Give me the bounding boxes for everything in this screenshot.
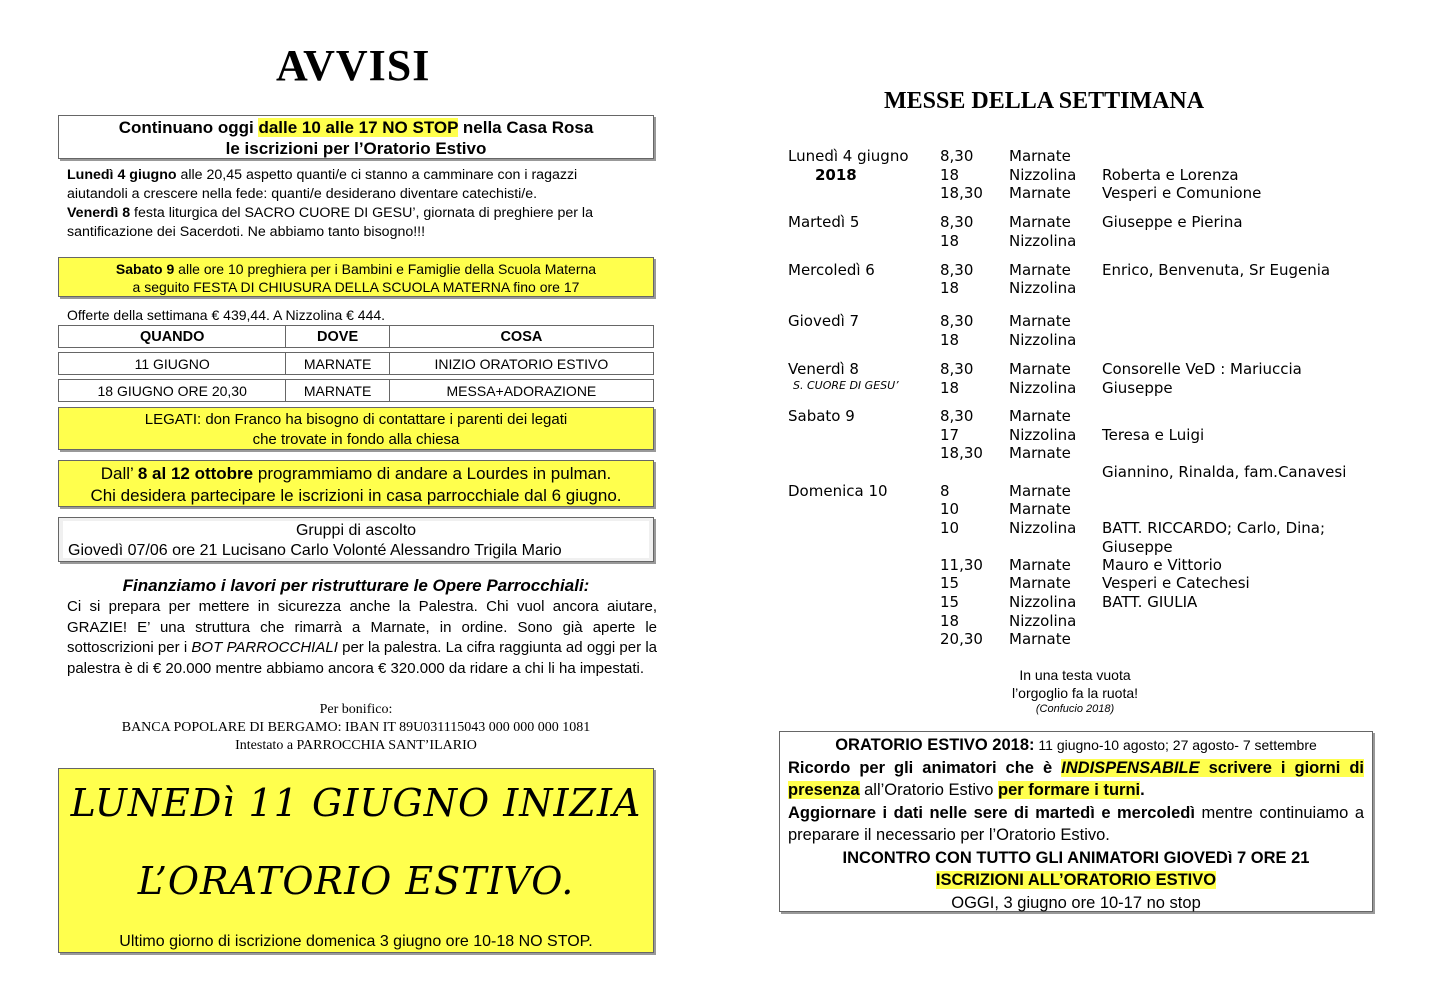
mass-time: 10	[940, 500, 960, 518]
header-quando: QUANDO	[59, 326, 286, 348]
events-table	[58, 325, 654, 402]
mass-time: 18	[940, 379, 960, 397]
mass-intention: Mauro e Vittorio	[1102, 556, 1222, 574]
mass-time: 15	[940, 574, 960, 592]
mass-place: Nizzolina	[1009, 519, 1077, 537]
mass-time: 18	[940, 612, 960, 630]
mass-intention: Vesperi e Catechesi	[1102, 574, 1250, 592]
mass-place: Marnate	[1009, 312, 1071, 330]
mass-day: 2018	[815, 166, 857, 184]
mass-intention: Giuseppe	[1102, 379, 1173, 397]
mass-place: Nizzolina	[1009, 593, 1077, 611]
mass-place: Marnate	[1009, 360, 1071, 378]
legati-box: LEGATI: don Franco ha bisogno di contattare i parenti dei legati che trovate in fondo alla chiesa	[58, 407, 654, 450]
mass-time: 8,30	[940, 261, 974, 279]
mass-day: Venerdì 8	[788, 360, 859, 378]
bonifico-info: Per bonifico: BANCA POPOLARE DI BERGAMO: IBAN IT 89U031115043 000 000 000 1081 Intestato a PARROCCHIA SANT’ILARIO	[121, 702, 591, 753]
mass-day: Martedì 5	[788, 213, 860, 231]
banner-line-1: LUNEDì 11 GIUGNO INIZIA	[70, 781, 642, 825]
table-header-row	[59, 326, 654, 348]
quote: In una testa vuota l’orgoglio fa la ruota! (Confucio 2018)	[1011, 667, 1139, 715]
mass-day: S. CUORE DI GESU’	[793, 379, 899, 392]
mass-intention: Giannino, Rinalda, fam.Canavesi	[1102, 463, 1347, 481]
mass-time: 11,30	[940, 556, 983, 574]
mass-time: 18,30	[940, 184, 983, 202]
mass-place: Marnate	[1009, 500, 1071, 518]
mass-time: 20,30	[940, 630, 983, 648]
mass-day: Domenica 10	[788, 482, 888, 500]
mass-time: 18	[940, 232, 960, 250]
mass-place: Marnate	[1009, 147, 1071, 165]
mass-time: 8	[940, 482, 950, 500]
mass-place: Marnate	[1009, 444, 1071, 462]
offerte-text: Offerte della settimana € 439,44. A Nizzolina € 444.	[67, 307, 386, 323]
mass-time: 8,30	[940, 360, 974, 378]
mass-place: Marnate	[1009, 574, 1071, 592]
mass-time: 15	[940, 593, 960, 611]
mass-place: Nizzolina	[1009, 426, 1077, 444]
mass-place: Marnate	[1009, 630, 1071, 648]
mass-time: 10	[940, 519, 960, 537]
oratorio-estivo-box: ORATORIO ESTIVO 2018: 11 giugno-10 agosto; 27 agosto- 7 settembre Ricordo per gli animatori che è INDISPENSABILE scrivere i giorni di presenza all’Oratorio Estivo per formare i turni. Aggiornare i dati nelle sere di martedì e mercoledì mentre continuiamo a preparare il necessario per l’Oratorio Estivo. INCONTRO CON TUTTO GLI ANIMATORI GIOVEDì 7 ORE 21 ISCRIZIONI ALL’ORATORIO ESTIVO OGGI, 3 giugno ore 10-17 no stop	[779, 731, 1373, 912]
iscrizioni-box: Continuano oggi dalle 10 alle 17 NO STOP nella Casa Rosa le iscrizioni per l’Oratorio Estivo	[58, 115, 654, 159]
header-cosa: COSA	[389, 326, 653, 348]
mass-place: Nizzolina	[1009, 331, 1077, 349]
mass-place: Nizzolina	[1009, 379, 1077, 397]
mass-time: 8,30	[940, 407, 974, 425]
header-dove: DOVE	[286, 326, 389, 348]
banner-footer: Ultimo giorno di iscrizione domenica 3 giugno ore 10-18 NO STOP.	[119, 933, 593, 950]
table-row: 11 GIUGNO MARNATE INIZIO ORATORIO ESTIVO	[59, 353, 654, 375]
mass-place: Marnate	[1009, 213, 1071, 231]
mass-intention: Enrico, Benvenuta, Sr Eugenia	[1102, 261, 1331, 279]
mass-time: 18	[940, 166, 960, 184]
oratorio-banner	[58, 768, 654, 953]
mass-time: 18	[940, 331, 960, 349]
sabato-box: Sabato 9 alle ore 10 preghiera per i Bambini e Famiglie della Scuola Materna a seguito FESTA DI CHIUSURA DELLA SCUOLA MATERNA fino ore 17	[58, 257, 654, 297]
gruppi-ascolto-box: Gruppi di ascolto Giovedì 07/06 ore 21 Lucisano Carlo Volonté Alessandro Trigila Mario	[58, 517, 654, 562]
lourdes-box: Dall’ 8 al 12 ottobre programmiamo di andare a Lourdes in pulman. Chi desidera partecipare le iscrizioni in casa parrocchiale dal 6 giugno.	[58, 460, 654, 507]
mass-intention: BATT. RICCARDO; Carlo, Dina; Giuseppe	[1102, 519, 1326, 556]
mass-time: 8,30	[940, 147, 974, 165]
mass-place: Nizzolina	[1009, 279, 1077, 297]
table-row: 18 GIUGNO ORE 20,30 MARNATE MESSA+ADORAZIONE	[59, 380, 654, 402]
mass-place: Marnate	[1009, 482, 1071, 500]
mass-day: Mercoledì 6	[788, 261, 875, 279]
mass-intention: Roberta e Lorenza	[1102, 166, 1239, 184]
masses-title: MESSE DELLA SETTIMANA	[884, 88, 1205, 114]
mass-time: 8,30	[940, 213, 974, 231]
mass-place: Nizzolina	[1009, 612, 1077, 630]
mass-time: 17	[940, 426, 960, 444]
banner-line-2: L’ORATORIO ESTIVO.	[137, 859, 575, 903]
financing-body: Ci si prepara per mettere in sicurezza anche la Palestra. Chi vuol ancora aiutare, GRAZIE! E’ una struttura che rimarrà a Marnate, in ordine. Sono già aperte le sottoscrizioni per i BOT PARROCCHIALI per la palestra. La cifra raggiunta ad oggi per la palestra è di € 20.000 mentre abbiamo ancora € 320.000 da ridare a chi li ha impestati.	[67, 598, 657, 677]
mass-intention: Giuseppe e Pierina	[1102, 213, 1243, 231]
mass-place: Marnate	[1009, 184, 1071, 202]
mass-place: Marnate	[1009, 261, 1071, 279]
mass-intention: Consorelle VeD : Mariuccia	[1102, 360, 1302, 378]
announcements-paragraph: Lunedì 4 giugno alle 20,45 aspetto quanti/e ci stanno a camminare con i ragazzi aiutandoli a crescere nella fede: quanti/e desiderano diventare catechisti/e. Venerdì 8 festa liturgica del SACRO CUORE DI GESU’, giornata di preghiere per la santificazione dei Sacerdoti. Ne abbiamo tanto bisogno!!!	[67, 167, 593, 240]
mass-time: 18	[940, 279, 960, 297]
mass-intention: BATT. GIULIA	[1102, 593, 1198, 611]
mass-place: Nizzolina	[1009, 232, 1077, 250]
mass-day: Giovedì 7	[788, 312, 860, 330]
financing-title: Finanziamo i lavori per ristrutturare le Opere Parrocchiali:	[122, 576, 590, 595]
mass-place: Marnate	[1009, 556, 1071, 574]
mass-place: Marnate	[1009, 407, 1071, 425]
mass-place: Nizzolina	[1009, 166, 1077, 184]
page-title: AVVISI	[276, 41, 431, 90]
mass-time: 8,30	[940, 312, 974, 330]
mass-time: 18,30	[940, 444, 983, 462]
mass-day: Sabato 9	[788, 407, 855, 425]
mass-intention: Teresa e Luigi	[1102, 426, 1205, 444]
mass-intention: Vesperi e Comunione	[1102, 184, 1262, 202]
mass-day: Lunedì 4 giugno	[788, 147, 909, 165]
